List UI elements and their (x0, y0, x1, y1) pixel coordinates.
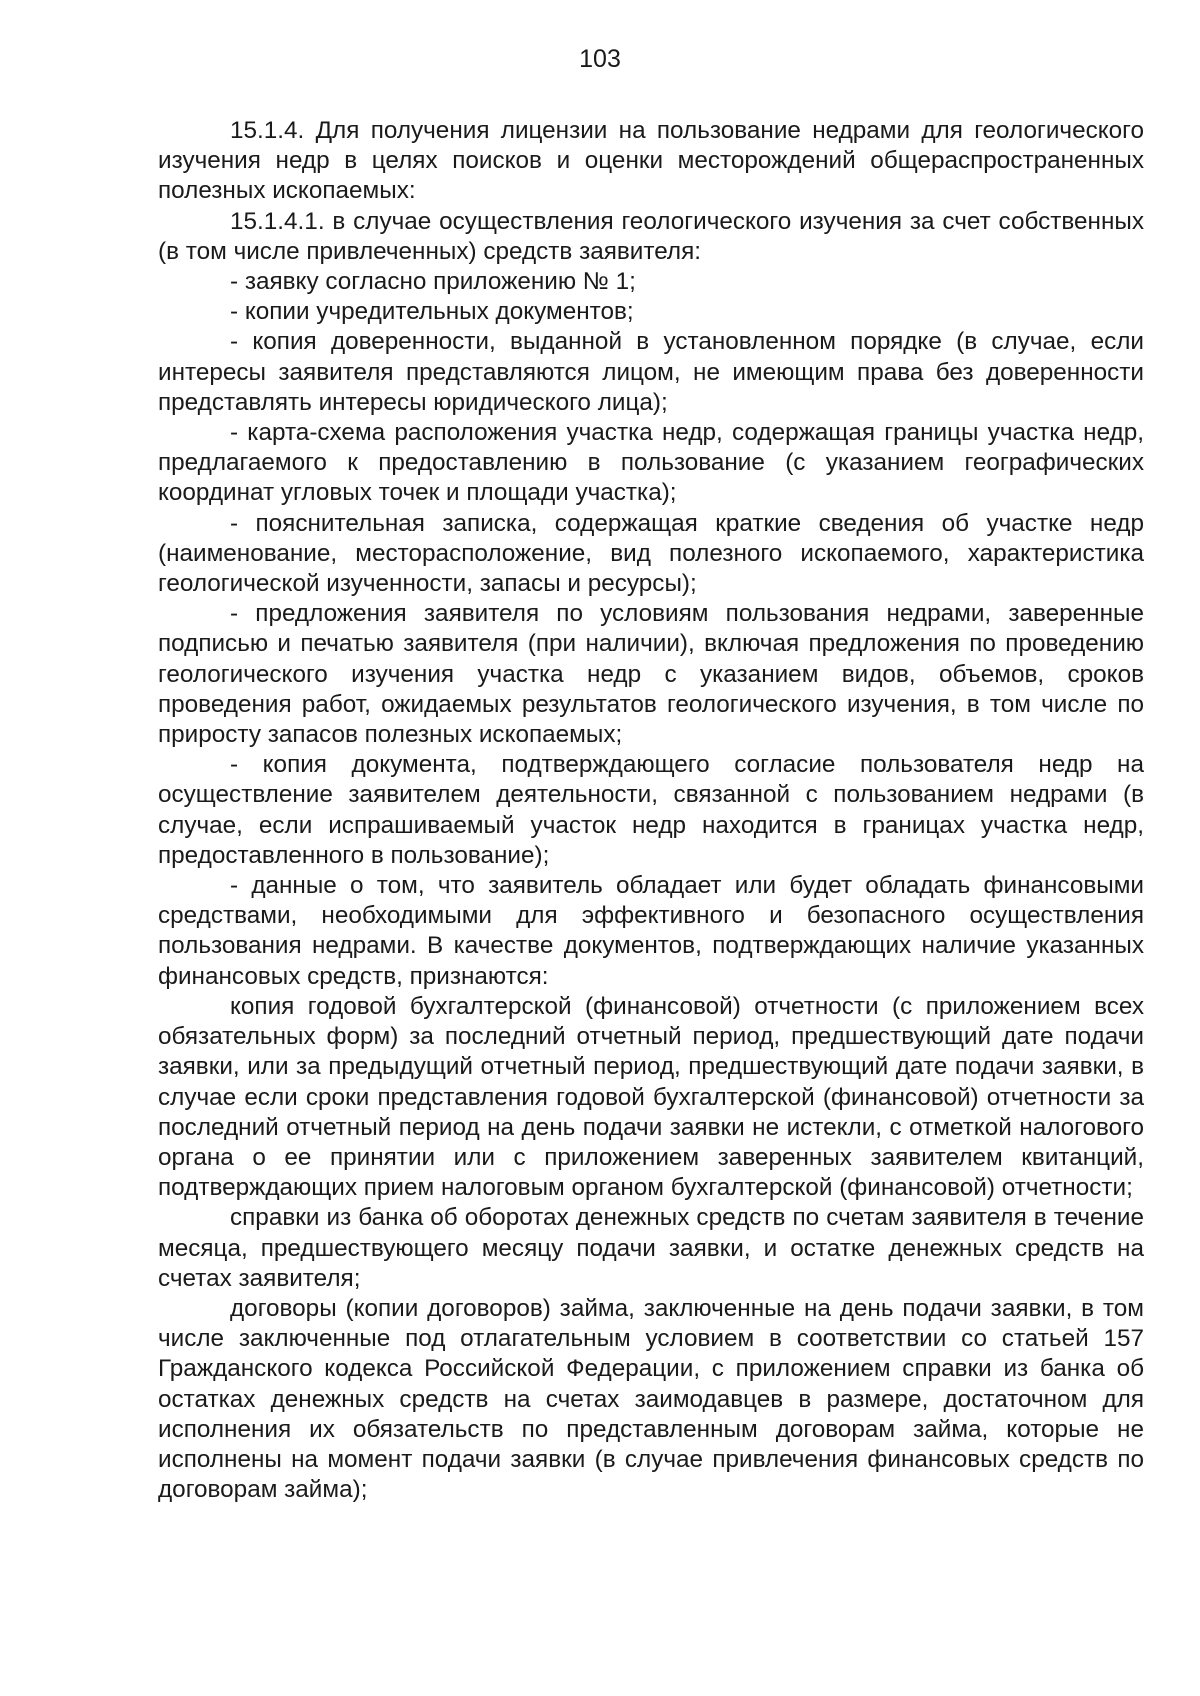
list-item-explanatory-note: - пояснительная записка, содержащая краткие сведения об участке недр (наименование, месторасположение, вид полезного ископаемого, характеристика геологической изученности, запасы и ресурсы); (158, 509, 1144, 598)
financial-doc-annual-report: копия годовой бухгалтерской (финансовой) отчетности (с приложением всех обязательных форм) за последний отчетный период, предшествующий дате подачи заявки, или за предыдущий отчетный период, предшествующий дате подачи заявки, в случае если сроки представления годовой бухгалтерской (финансовой) отчетности за последний отчетный период на день подачи заявки не истекли, с отметкой налогового органа о ее принятии или с приложением заверенных заявителем квитанций, подтверждающих прием налоговым органом бухгалтерской (финансовой) отчетности; (158, 992, 1144, 1202)
list-item-founding-documents: - копии учредительных документов; (230, 298, 634, 326)
list-item-application: - заявку согласно приложению № 1; (230, 268, 636, 296)
list-item-power-of-attorney: - копия доверенности, выданной в установленном порядке (в случае, если интересы заявителя представляются лицом, не имеющим права без доверенности представлять интересы юридического лица); (158, 328, 1144, 416)
list-item-applicant-proposals: - предложения заявителя по условиям пользования недрами, заверенные подписью и печатью заявителя (при наличии), включая предложения по проведению геологического изучения участка недр с указанием видов, объемов, сроков проведения работ, ожидаемых результатов геологического изучения, в том числе по приросту запасов полезных ископаемых; (158, 600, 1144, 749)
financial-doc-loan-agreements: договоры (копии договоров) займа, заключенные на день подачи заявки, в том числе заключенные под отлагательным условием в соответствии со статьей 157 Гражданского кодекса Российской Федерации, с приложением справки из банка об остатках денежных средств на счетах заимодавцев в размере, достаточном для исполнения их обязательств по представленным договорам займа, которые не исполнены на момент подачи заявки (в случае привлечения финансовых средств по договорам займа); (158, 1294, 1144, 1504)
document-body (158, 116, 1144, 1505)
clause-15-1-4-1: 15.1.4.1. в случае осуществления геологического изучения за счет собственных (в том числе привлеченных) средств заявителя: (158, 207, 1144, 265)
list-item-consent-document: - копия документа, подтверждающего согласие пользователя недр на осуществление заявителем деятельности, связанной с пользованием недрами (в случае, если испрашиваемый участок недр находится в границах участка недр, предоставленного в пользование); (158, 751, 1144, 869)
financial-doc-bank-statements: справки из банка об оборотах денежных средств по счетам заявителя в течение месяца, предшествующего месяцу подачи заявки, и остатке денежных средств на счетах заявителя; (158, 1204, 1144, 1292)
list-item-site-map: - карта-схема расположения участка недр, содержащая границы участка недр, предлагаемого к предоставлению в пользование (с указанием географических координат угловых точек и площади участка); (158, 419, 1144, 507)
list-item-financial-data: - данные о том, что заявитель обладает или будет обладать финансовыми средствами, необходимыми для эффективного и безопасного осуществления пользования недрами. В качестве документов, подтверждающих наличие указанных финансовых средств, признаются: (158, 872, 1144, 990)
page-number: 103 (579, 45, 621, 73)
clause-15-1-4: 15.1.4. Для получения лицензии на пользование недрами для геологического изучения недр в целях поисков и оценки месторождений общераспространенных полезных ископаемых: (158, 117, 1144, 205)
